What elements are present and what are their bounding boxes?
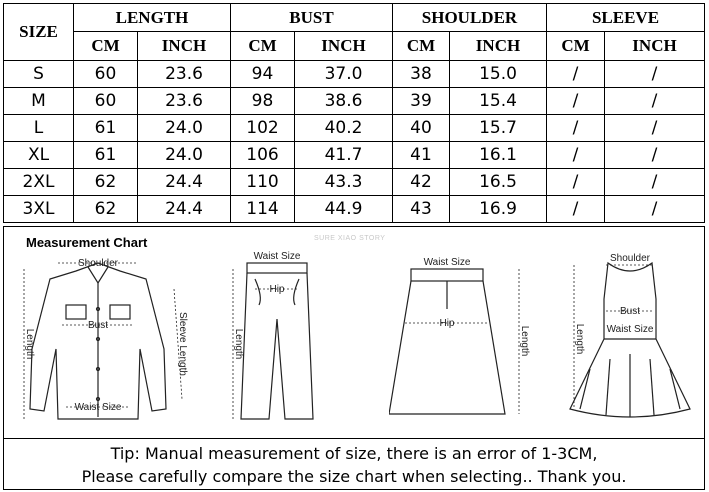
skirt-length-label: Length	[519, 325, 530, 357]
table-row	[4, 142, 705, 169]
value-cell: 60	[74, 88, 138, 115]
shirt-length-label: Length	[24, 328, 35, 360]
value-cell: /	[547, 169, 605, 196]
value-cell: 38.6	[295, 88, 393, 115]
header-shoulder: SHOULDER	[393, 4, 547, 32]
shirt-sleeve-label: Sleeve Length	[177, 312, 188, 376]
pants-hip-label: Hip	[269, 284, 285, 295]
dress-waist-label: Waist Size	[606, 324, 654, 335]
shirt-waist-label: Waist Size	[74, 402, 122, 413]
value-cell: /	[547, 115, 605, 142]
value-cell: 60	[74, 61, 138, 88]
value-cell: 15.0	[450, 61, 547, 88]
value-cell: /	[605, 169, 705, 196]
value-cell: 40	[393, 115, 450, 142]
value-cell: 39	[393, 88, 450, 115]
table-row	[4, 169, 705, 196]
value-cell: 102	[231, 115, 295, 142]
value-cell: 42	[393, 169, 450, 196]
value-cell: /	[605, 61, 705, 88]
table-row	[4, 196, 705, 223]
tip-box	[3, 439, 705, 490]
value-cell: 24.4	[138, 169, 231, 196]
unit-header: CM	[74, 32, 138, 61]
value-cell: 24.0	[138, 115, 231, 142]
unit-header: INCH	[138, 32, 231, 61]
value-cell: /	[547, 61, 605, 88]
value-cell: /	[605, 196, 705, 223]
value-cell: 62	[74, 169, 138, 196]
table-row	[4, 88, 705, 115]
value-cell: 43.3	[295, 169, 393, 196]
unit-header: INCH	[295, 32, 393, 61]
value-cell: 16.5	[450, 169, 547, 196]
size-cell: L	[4, 115, 74, 142]
value-cell: 23.6	[138, 88, 231, 115]
value-cell: 41.7	[295, 142, 393, 169]
unit-header: INCH	[450, 32, 547, 61]
tip-line-2: Please carefully compare the size chart when selecting.. Thank you.	[81, 467, 627, 486]
pants-length-label: Length	[233, 328, 244, 360]
dress-illustration	[560, 249, 695, 429]
value-cell: /	[605, 115, 705, 142]
dress-shoulder-label: Shoulder	[609, 253, 651, 264]
tip-line-1: Tip: Manual measurement of size, there is an error of 1-3CM,	[110, 444, 598, 463]
table-row	[4, 61, 705, 88]
value-cell: 37.0	[295, 61, 393, 88]
value-cell: 24.4	[138, 196, 231, 223]
value-cell: 106	[231, 142, 295, 169]
measurement-chart-title: Measurement Chart	[26, 235, 148, 250]
pants-illustration	[219, 249, 329, 429]
value-cell: /	[547, 196, 605, 223]
value-cell: 41	[393, 142, 450, 169]
skirt-waist-label: Waist Size	[423, 257, 471, 268]
value-cell: 98	[231, 88, 295, 115]
value-cell: 15.4	[450, 88, 547, 115]
pants-waist-label: Waist Size	[253, 251, 301, 262]
value-cell: 114	[231, 196, 295, 223]
value-cell: 16.1	[450, 142, 547, 169]
size-cell: 3XL	[4, 196, 74, 223]
skirt-illustration	[389, 249, 539, 429]
skirt-hip-label: Hip	[439, 318, 455, 329]
value-cell: 43	[393, 196, 450, 223]
value-cell: 15.7	[450, 115, 547, 142]
header-sleeve: SLEEVE	[547, 4, 705, 32]
table-row	[4, 115, 705, 142]
value-cell: /	[547, 88, 605, 115]
dress-length-label: Length	[574, 323, 585, 355]
shirt-shoulder-label: Shoulder	[77, 258, 119, 269]
value-cell: /	[605, 88, 705, 115]
value-cell: 44.9	[295, 196, 393, 223]
measurement-chart	[3, 226, 705, 439]
value-cell: 61	[74, 142, 138, 169]
size-cell: XL	[4, 142, 74, 169]
value-cell: 16.9	[450, 196, 547, 223]
value-cell: /	[547, 142, 605, 169]
value-cell: 24.0	[138, 142, 231, 169]
header-bust: BUST	[231, 4, 393, 32]
dress-bust-label: Bust	[619, 306, 641, 317]
header-size: SIZE	[4, 4, 74, 61]
value-cell: 62	[74, 196, 138, 223]
value-cell: 23.6	[138, 61, 231, 88]
header-length: LENGTH	[74, 4, 231, 32]
unit-header: CM	[547, 32, 605, 61]
value-cell: /	[605, 142, 705, 169]
watermark: SURE XIAO STORY	[314, 235, 386, 242]
size-cell: 2XL	[4, 169, 74, 196]
size-cell: M	[4, 88, 74, 115]
unit-header: CM	[231, 32, 295, 61]
shirt-bust-label: Bust	[87, 320, 109, 331]
value-cell: 61	[74, 115, 138, 142]
size-table	[3, 3, 705, 223]
value-cell: 110	[231, 169, 295, 196]
value-cell: 38	[393, 61, 450, 88]
size-cell: S	[4, 61, 74, 88]
value-cell: 40.2	[295, 115, 393, 142]
shirt-illustration	[18, 249, 198, 429]
unit-header: CM	[393, 32, 450, 61]
unit-header: INCH	[605, 32, 705, 61]
size-rows	[4, 61, 705, 223]
value-cell: 94	[231, 61, 295, 88]
